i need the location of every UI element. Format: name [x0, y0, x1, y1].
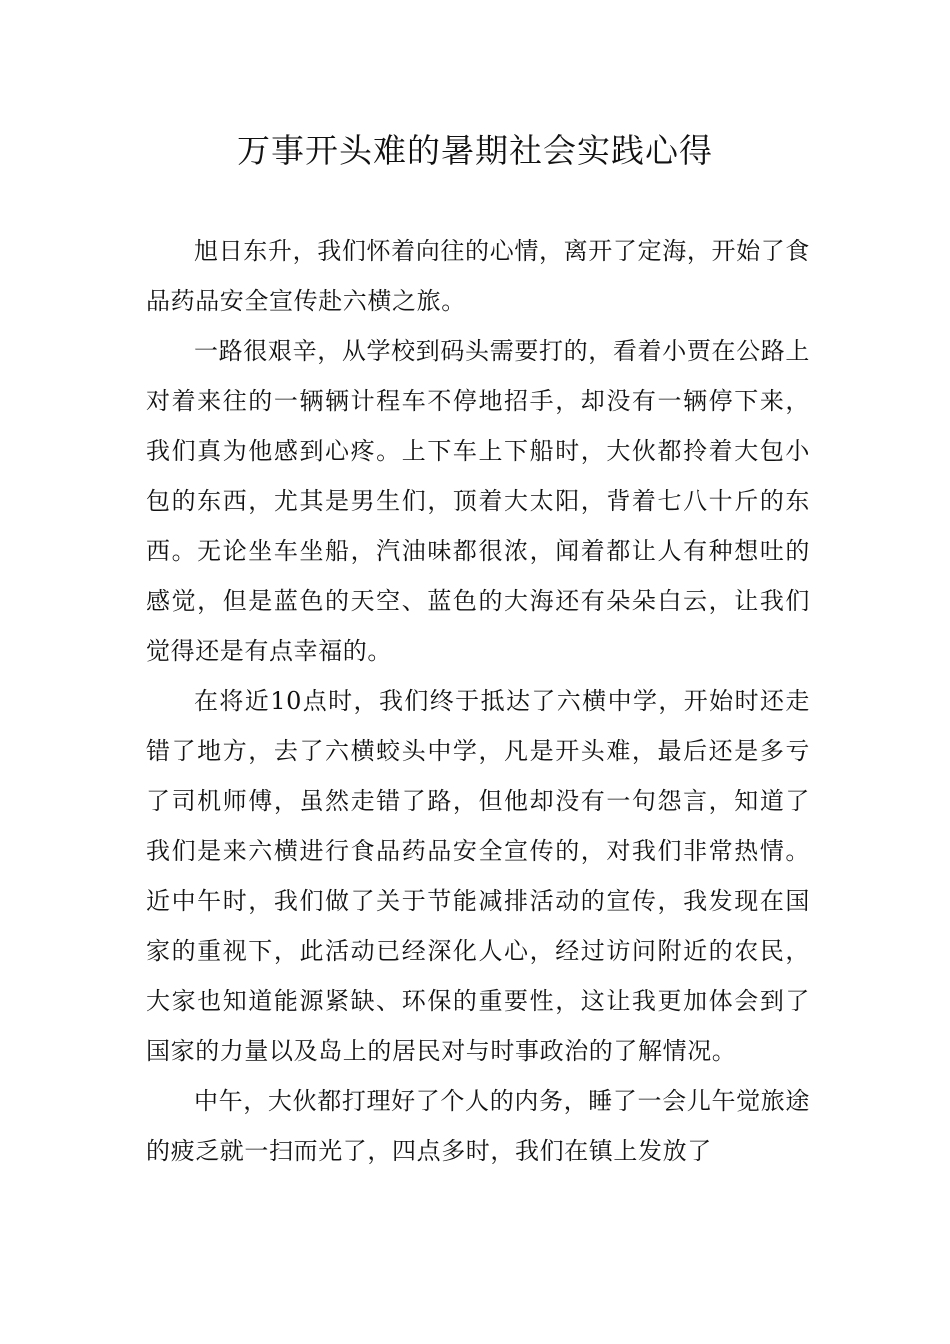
- document-title: 万事开头难的暑期社会实践心得: [237, 131, 713, 170]
- document-body: [146, 226, 810, 1176]
- paragraph-4: 中午，大伙都打理好了个人的内务，睡了一会儿午觉旅途的疲乏就一扫而光了，四点多时，我们在镇上发放了: [146, 1087, 810, 1165]
- paragraph-2: 一路很艰辛，从学校到码头需要打的，看着小贾在公路上对着来往的一辆辆计程车不停地招手，却没有一辆停下来，我们真为他感到心疼。上下车上下船时，大伙都拎着大包小包的东西，尤其是男生们，顶着大太阳，背着七八十斤的东西。无论坐车坐船，汽油味都很浓，闻着都让人有种想吐的感觉，但是蓝色的天空、蓝色的大海还有朵朵白云，让我们觉得还是有点幸福的。: [146, 337, 810, 665]
- paragraph-1: 旭日东升，我们怀着向往的心情，离开了定海，开始了食品药品安全宣传赴六横之旅。: [146, 237, 810, 315]
- paragraph-3: 在将近10点时，我们终于抵达了六横中学，开始时还走错了地方，去了六横蛟头中学，凡是开头难，最后还是多亏了司机师傅，虽然走错了路，但他却没有一句怨言，知道了我们是来六横进行食品药品安全宣传的，对我们非常热情。近中午时，我们做了关于节能减排活动的宣传，我发现在国家的重视下，此活动已经深化人心，经过访问附近的农民，大家也知道能源紧缺、环保的重要性，这让我更加体会到了国家的力量以及岛上的居民对与时事政治的了解情况。: [146, 687, 810, 1065]
